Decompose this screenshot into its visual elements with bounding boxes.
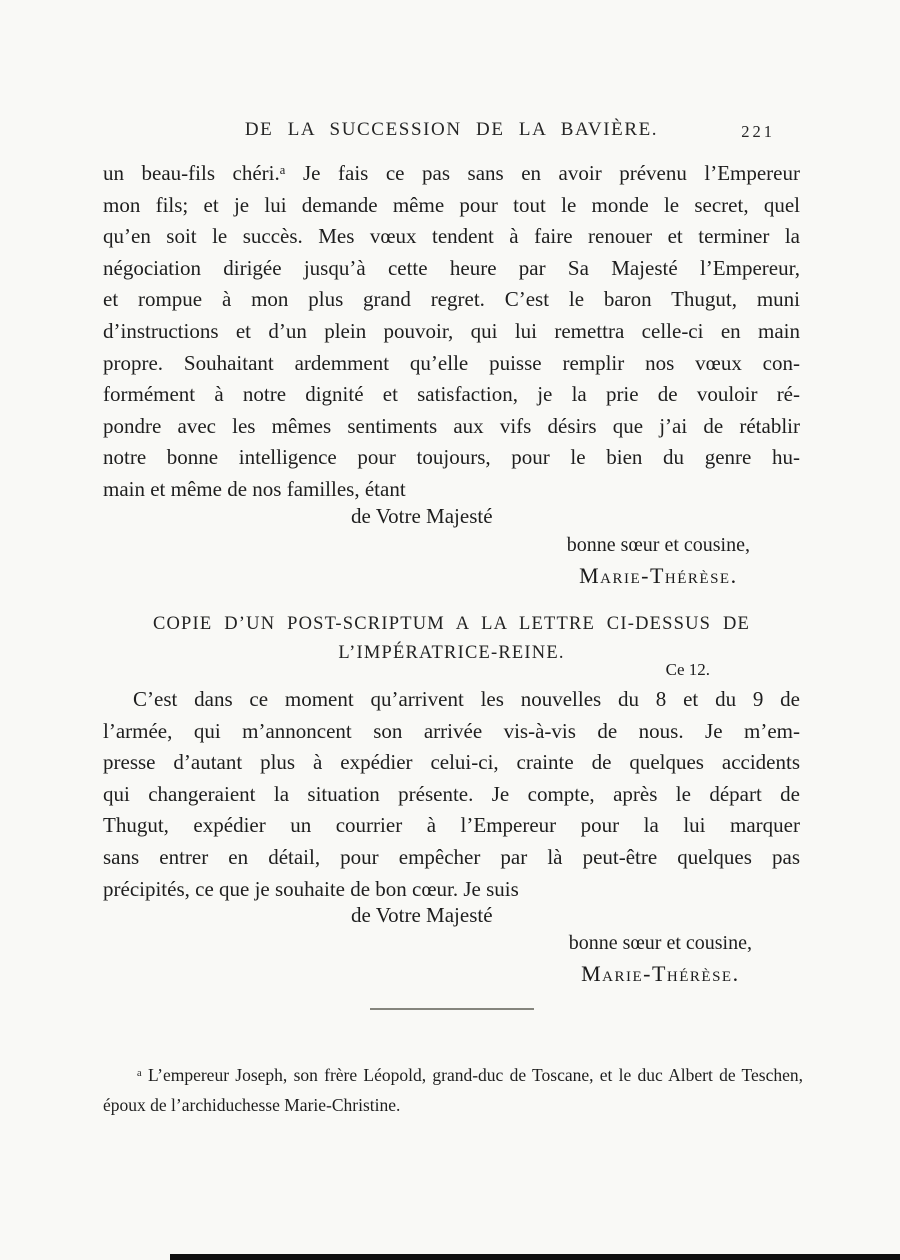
text-line: sans entrer en détail, pour empêcher par là peut-être quelques pas (103, 844, 800, 869)
text-line: pondre avec les mêmes sentiments aux vifs désirs que j’ai de rétablir (103, 413, 800, 438)
text-line: mon fils; et je lui demande même pour tout le monde le secret, quel (103, 192, 800, 217)
text-line: un beau-fils chéri.ᵃ Je fais ce pas sans en avoir prévenu l’Empereur (103, 161, 800, 185)
text-line: Thugut, expédier un courrier à l’Empereur pour la lui marquer (103, 813, 800, 838)
signature-block (567, 532, 750, 589)
text-line: qui changeraient la situation présente. Je compte, après le départ de (103, 781, 800, 806)
text-line: l’armée, qui m’annoncent son arrivée vis-à-vis de nous. Je m’em- (103, 718, 800, 743)
signature-block (569, 930, 752, 987)
text-line: propre. Souhaitant ardemment qu’elle puisse remplir nos vœux con- (103, 350, 800, 375)
text-line: notre bonne intelligence pour toujours, pour le bien du genre hu- (103, 445, 800, 470)
text-line: qu’en soit le succès. Mes vœux tendent à faire renouer et terminer la (103, 224, 800, 249)
text-line: négociation dirigée jusqu’à cette heure par Sa Majesté l’Empereur, (103, 255, 800, 280)
letter-body-paragraph (103, 158, 800, 506)
text-line: formément à notre dignité et satisfaction, je la prie de vouloir ré- (103, 382, 800, 407)
postscript-dateline: Ce 12. (665, 660, 710, 679)
text-line: et rompue à mon plus grand regret. C’est le baron Thugut, muni (103, 287, 800, 312)
text-line: époux de l’archiduchesse Marie-Christine. (103, 1095, 401, 1115)
postscript-heading-line1: COPIE D’UN POST-SCRIPTUM A LA LETTRE CI-DESSUS DE (152, 614, 751, 634)
text-line: d’instructions et d’un plein pouvoir, qui lui remettra celle-ci en main (103, 318, 800, 343)
scan-edge-artifact (170, 1254, 900, 1260)
postscript-heading (103, 610, 800, 667)
footnote-separator-rule (370, 1008, 534, 1010)
valediction: de Votre Majesté (351, 903, 493, 927)
text-line: ᵃ L’empereur Joseph, son frère Léopold, grand-duc de Toscane, et le duc Albert de Teschen, (137, 1065, 803, 1085)
signature-courtesy: bonne sœur et cousine, (566, 534, 750, 556)
text-line: précipités, ce que je souhaite de bon cœur. Je suis (103, 876, 519, 901)
text-line: main et même de nos familles, étant (103, 476, 406, 501)
signature-name: Marie-Thérèse. (581, 961, 740, 986)
signature-courtesy: bonne sœur et cousine, (568, 932, 752, 954)
postscript-body-paragraph (103, 684, 800, 905)
signature-name: Marie-Thérèse. (579, 563, 738, 588)
postscript-heading-line2: L’IMPÉRATRICE-REINE. (338, 642, 565, 663)
text-line: presse d’autant plus à expédier celui-ci, crainte de quelques accidents (103, 750, 800, 775)
page-number: 221 (741, 122, 775, 141)
running-head-title: DE LA SUCCESSION DE LA BAVIÈRE. (244, 119, 659, 140)
text-line: C’est dans ce moment qu’arrivent les nouvelles du 8 et du 9 de (133, 687, 800, 711)
footnote (103, 1060, 803, 1120)
valediction: de Votre Majesté (351, 504, 493, 528)
